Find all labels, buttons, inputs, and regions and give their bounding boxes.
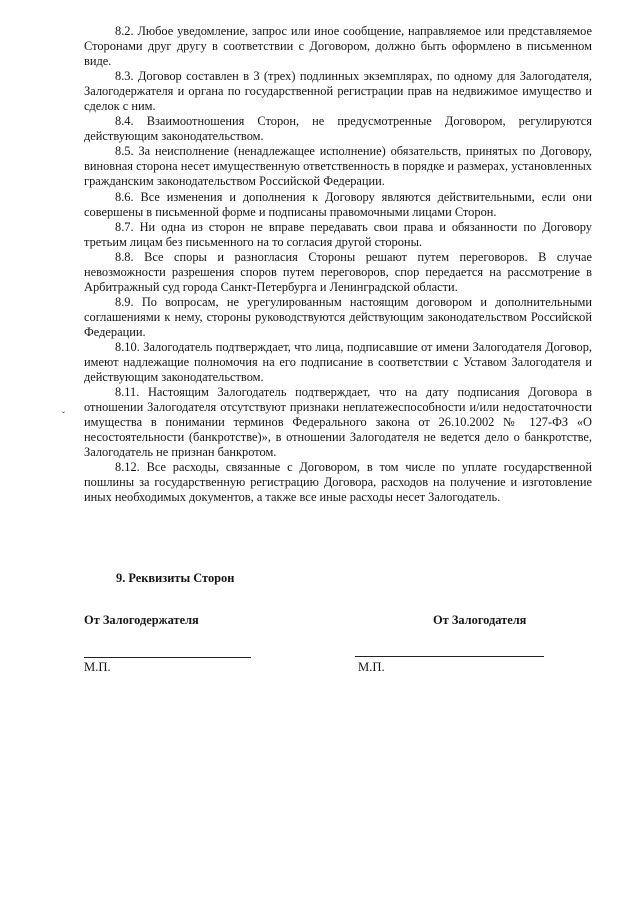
- clause-text: Все расходы, связанные с Договором, в том числе по уплате государственной пошлины за государственную регистрацию Договора, расходов на получение и изготовление иных необходимых документов, а также все иные расходы несет Залогодатель.: [84, 460, 592, 505]
- clause-number: 8.8.: [115, 249, 134, 264]
- clause-8-3: [84, 69, 592, 114]
- clause-8-5: [84, 144, 592, 189]
- clause-text: Все изменения и дополнения к Договору являются действительными, если они совершены в письменной форме и подписаны правомочными лицами Сторон.: [84, 189, 592, 219]
- clause-number: 8.5.: [115, 144, 134, 159]
- clause-8-2: [84, 24, 592, 69]
- clause-number: 8.3.: [115, 69, 134, 84]
- clause-8-8: [84, 250, 592, 295]
- clause-text: Ни одна из сторон не вправе передавать свои права и обязанности по Договору третьим лицам без письменного на то согласия другой стороны.: [84, 219, 592, 249]
- clause-number: 8.6.: [115, 189, 134, 204]
- clauses-list: [84, 24, 592, 506]
- clause-number: 8.11.: [115, 385, 140, 400]
- clause-8-10: [84, 340, 592, 385]
- pledgee-stamp-place: М.П.: [84, 660, 111, 674]
- pledgee-signature-line: [84, 657, 251, 658]
- clause-8-9: [84, 295, 592, 340]
- clause-text: По вопросам, не урегулированным настоящим договором и дополнительными соглашениями к нему, стороны руководствуются действующим законодательством Российской Федерации.: [84, 294, 592, 339]
- pledgor-stamp-place: М.П.: [358, 660, 385, 674]
- scan-artifact-mark: ˇ: [62, 410, 65, 420]
- pledgor-label: От Залогодателя: [433, 613, 527, 627]
- clause-text: Все споры и разногласия Стороны решают путем переговоров. В случае невозможности разрешения споров путем переговоров, спор передается на рассмотрение в Арбитражный суд города Санкт-Петербурга и Ленинградской области.: [84, 249, 592, 294]
- clause-text: Залогодатель подтверждает, что лица, подписавшие от имени Залогодателя Договор, имеют надлежащие полномочия на его подписание в соответствии с Уставом Залогодателя и действующим законодательством.: [84, 339, 592, 385]
- section-title: 9. Реквизиты Сторон: [116, 571, 235, 585]
- clause-text: Настоящим Залогодатель подтверждает, что на дату подписания Договора в отношении Залогодателя отсутствуют признаки неплатежеспособности и/или недостаточности имущества в понимании терминов Федерального закона от 26.10.2002 № 127-ФЗ «О несостоятельности (банкротстве)», в отношении Залогодателя не ведется дело о банкротстве, Залогодатель не признан банкротом.: [84, 385, 592, 460]
- clause-number: 8.10.: [115, 339, 140, 354]
- clause-number: 8.7.: [115, 219, 134, 234]
- clause-8-7: [84, 220, 592, 250]
- clause-text: За неисполнение (ненадлежащее исполнение) обязательств, принятых по Договору, виновная сторона несет имущественную ответственность в порядке и размерах, установленных гражданским законодательством Российской Федерации.: [84, 144, 592, 189]
- clause-text: Взаимоотношения Сторон, не предусмотренные Договором, регулируются действующим законодательством.: [84, 114, 592, 144]
- clause-8-6: [84, 190, 592, 220]
- clause-8-4: [84, 114, 592, 144]
- clause-number: 8.4.: [115, 114, 134, 129]
- clause-number: 8.12.: [115, 460, 140, 475]
- pledgor-signature-line: [355, 656, 544, 657]
- pledgee-label: От Залогодержателя: [84, 613, 199, 627]
- clause-text: Любое уведомление, запрос или иное сообщение, направляемое или представляемое Сторонами друг другу в соответствии с Договором, должно быть оформлено в письменном виде.: [84, 24, 592, 69]
- clause-8-12: [84, 460, 592, 505]
- clause-text: Договор составлен в 3 (трех) подлинных экземплярах, по одному для Залогодателя, Залогодержателя и органа по государственной регистрации прав на недвижимое имущество и сделок с ним.: [84, 69, 592, 114]
- clause-number: 8.9.: [115, 294, 134, 309]
- clause-8-11: [84, 385, 592, 460]
- clause-number: 8.2.: [115, 24, 134, 38]
